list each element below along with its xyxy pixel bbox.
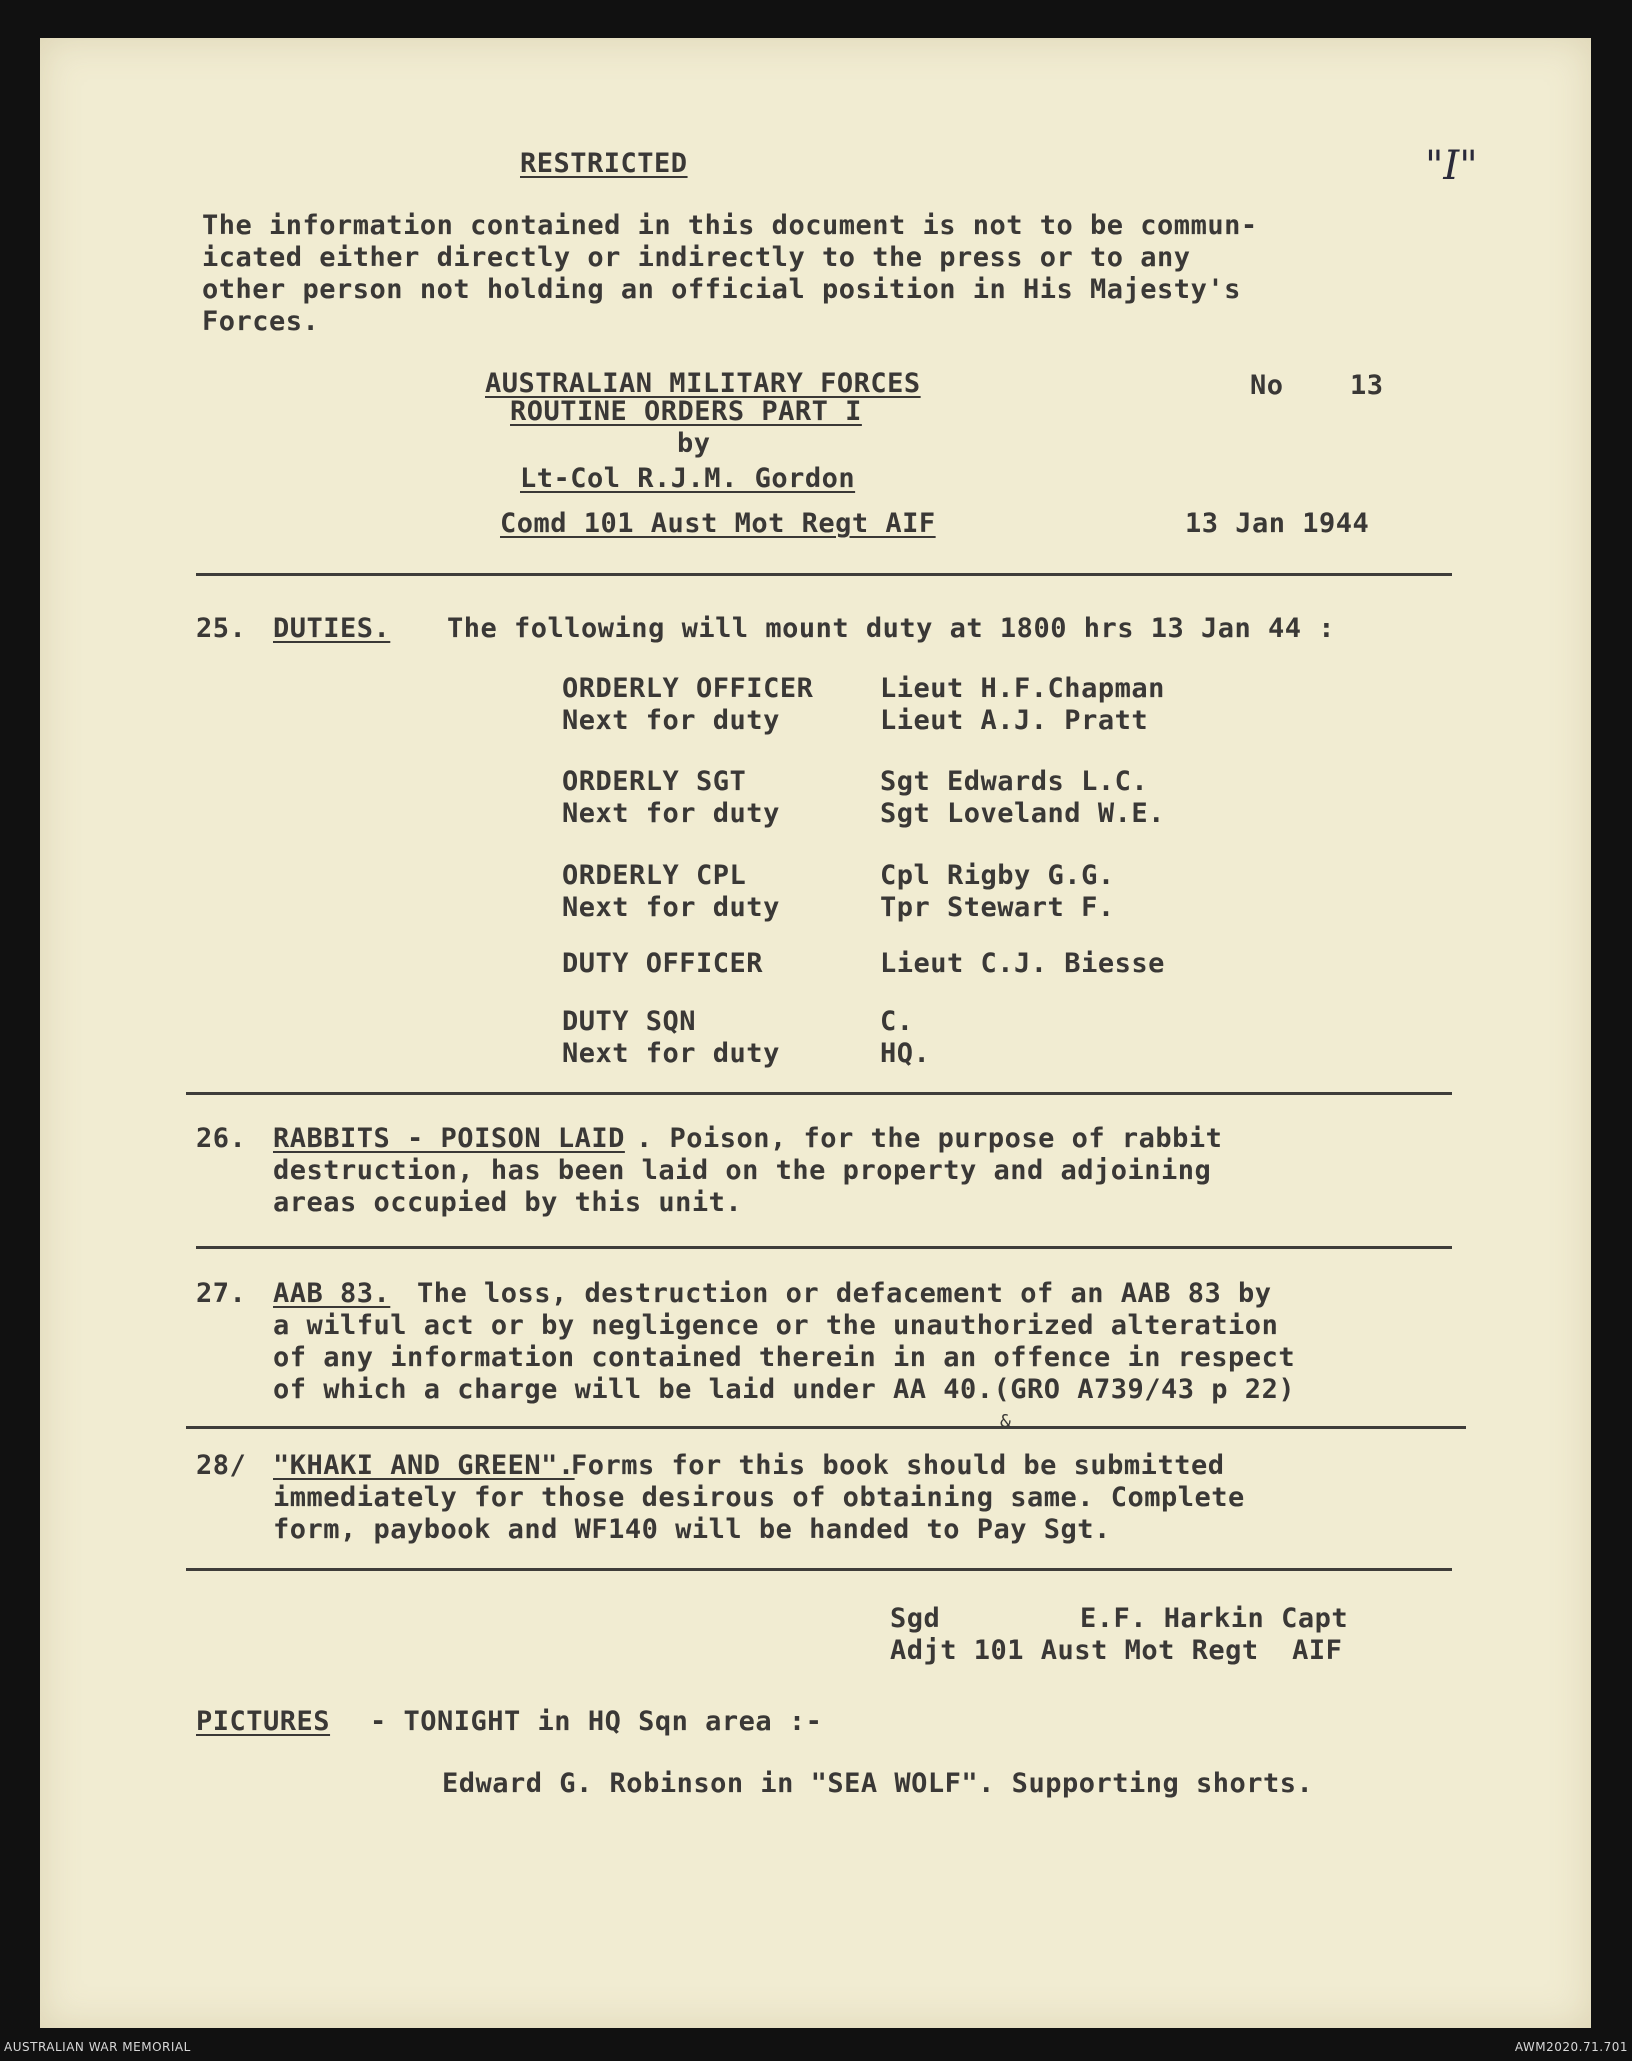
order-25-heading: DUTIES. <box>273 613 391 644</box>
pictures-heading: PICTURES <box>196 1706 331 1737</box>
separator-rule <box>186 1426 1466 1429</box>
separator-rule <box>196 573 1452 576</box>
duty-role: Next for duty <box>562 892 780 923</box>
document-page <box>40 38 1591 2028</box>
order-27-number: 27. <box>196 1278 247 1309</box>
order-27-line-3: of any information contained therein in an offence in respect <box>273 1342 1296 1373</box>
stray-mark: & <box>1000 1411 1012 1432</box>
order-number: 13 <box>1350 370 1384 401</box>
footer-accession-number: AWM2020.71.701 <box>1514 2040 1628 2054</box>
notice-line-3: other person not holding an official position in His Majesty's <box>202 274 1241 305</box>
order-28-line-3: form, paybook and WF140 will be handed to Pay Sgt. <box>273 1514 1111 1545</box>
signature-name: E.F. Harkin Capt <box>1080 1603 1349 1634</box>
duty-name: Cpl Rigby G.G. <box>880 860 1115 891</box>
pictures-text: - TONIGHT in HQ Sqn area :- <box>370 1706 823 1737</box>
duty-role: DUTY SQN <box>562 1006 697 1037</box>
order-26-line-2: destruction, has been laid on the property and adjoining <box>273 1155 1212 1186</box>
duty-role: Next for duty <box>562 798 780 829</box>
title-line-2: ROUTINE ORDERS PART I <box>510 396 862 427</box>
duty-name: Sgt Edwards L.C. <box>880 766 1149 797</box>
notice-line-2: icated either directly or indirectly to the press or to any <box>202 242 1191 273</box>
order-28-number: 28/ <box>196 1450 247 1481</box>
title-by: by <box>677 428 711 459</box>
duty-name: HQ. <box>880 1038 931 1069</box>
duty-name: Lieut C.J. Biesse <box>880 948 1165 979</box>
commander: Lt-Col R.J.M. Gordon <box>520 463 856 494</box>
duty-role: DUTY OFFICER <box>562 948 764 979</box>
order-28-heading: "KHAKI AND GREEN". <box>273 1450 575 1481</box>
order-27-heading: AAB 83. <box>273 1278 391 1309</box>
order-27-line-4: of which a charge will be laid under AA 40.(GRO A739/43 p 22) <box>273 1374 1296 1405</box>
notice-line-1: The information contained in this document is not to be commun- <box>202 210 1258 241</box>
duty-role: ORDERLY SGT <box>562 766 747 797</box>
order-date: 13 Jan 1944 <box>1185 508 1370 539</box>
order-28-line-2: immediately for those desirous of obtaining same. Complete <box>273 1482 1245 1513</box>
order-27-line-1: The loss, destruction or defacement of an AAB 83 by <box>417 1278 1272 1309</box>
order-27-line-2: a wilful act or by negligence or the unauthorized alteration <box>273 1310 1279 1341</box>
order-25-text: The following will mount duty at 1800 hrs 13 Jan 44 : <box>447 613 1336 644</box>
duty-role: Next for duty <box>562 705 780 736</box>
order-26-line-3: areas occupied by this unit. <box>273 1187 743 1218</box>
order-number-label: No <box>1250 370 1284 401</box>
duty-role: Next for duty <box>562 1038 780 1069</box>
order-26-line-1: . Poison, for the purpose of rabbit <box>636 1123 1223 1154</box>
separator-rule <box>196 1246 1452 1249</box>
classification-heading: RESTRICTED <box>520 148 688 179</box>
order-26-number: 26. <box>196 1123 247 1154</box>
order-25-number: 25. <box>196 613 247 644</box>
duty-role: ORDERLY CPL <box>562 860 747 891</box>
order-26-heading: RABBITS - POISON LAID <box>273 1123 625 1154</box>
duty-name: C. <box>880 1006 914 1037</box>
duty-name: Tpr Stewart F. <box>880 892 1115 923</box>
title-line-1: AUSTRALIAN MILITARY FORCES <box>485 368 921 399</box>
duty-name: Sgt Loveland W.E. <box>880 798 1165 829</box>
notice-line-4: Forces. <box>202 306 320 337</box>
pictures-feature: Edward G. Robinson in "SEA WOLF". Supporting shorts. <box>442 1768 1314 1799</box>
command: Comd 101 Aust Mot Regt AIF <box>500 508 936 539</box>
duty-name: Lieut A.J. Pratt <box>880 705 1149 736</box>
signature-appointment: Adjt 101 Aust Mot Regt AIF <box>890 1635 1343 1666</box>
duty-role: ORDERLY OFFICER <box>562 673 814 704</box>
separator-rule <box>186 1092 1452 1095</box>
duty-name: Lieut H.F.Chapman <box>880 673 1165 704</box>
handwritten-mark: "I" <box>1425 143 1478 189</box>
order-28-line-1: Forms for this book should be submitted <box>571 1450 1225 1481</box>
footer-archive-name: AUSTRALIAN WAR MEMORIAL <box>4 2040 191 2054</box>
signature-sgd: Sgd <box>890 1603 941 1634</box>
separator-rule <box>186 1568 1452 1571</box>
